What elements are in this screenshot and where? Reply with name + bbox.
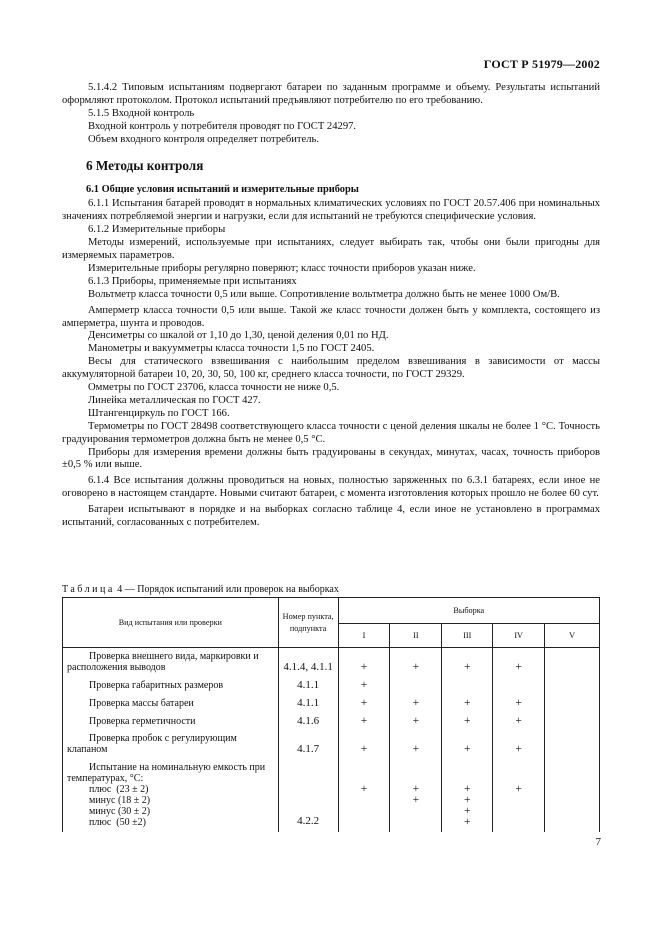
table-row [63, 648, 600, 674]
temp-line: плюс (23 ± 2) [89, 783, 149, 795]
row-name: Проверка габаритных размеров [63, 674, 279, 692]
paragraph-6-1-3-f: Омметры по ГОСТ 23706, класса точности не ниже 0,5. [88, 382, 340, 394]
sample-header-1: I [338, 624, 390, 648]
paragraph-6-1-2: 6.1.2 Измерительные приборы [88, 224, 226, 236]
row-number: 4.1.7 [278, 728, 338, 756]
paragraph-6-1-3-j: Приборы для измерения времени должны быть градуированы в секундах, минутах, часах, точность приборов ±0,5 % или выше. [62, 446, 600, 471]
row-sample-5 [545, 692, 600, 710]
row-sample-2: + [390, 728, 442, 756]
paragraph-6-1-2-a: Методы измерений, используемые при испытаниях, следует выбирать так, чтобы они были пригодны для измеряемых параметров. [62, 237, 600, 261]
row-sample-1: + [338, 674, 390, 692]
sample-header-4: IV [493, 624, 545, 648]
paragraph-5-1-5-b: Объем входного контроля определяет потребитель. [88, 133, 319, 145]
capacity-test-name: Испытание на номинальную емкость при температурах, °С: [67, 761, 266, 784]
temp-line: плюс (50 ±2) [89, 816, 146, 828]
paragraph-6-1-4-a: Батареи испытывают в порядке и на выборках согласно таблице 4, если иное не установлено в программах испытаний, согласованных с потребителем. [62, 504, 600, 529]
paragraph-5-1-5: 5.1.5 Входной контроль [88, 107, 195, 119]
table-4 [62, 597, 600, 832]
section-6-title: 6 Методы контроля [86, 157, 204, 173]
row-name: Проверка массы батареи [63, 692, 279, 710]
row-number: 4.1.1 [278, 692, 338, 710]
row-sample-1: + [338, 710, 390, 728]
column-header-sample: Выборка [338, 598, 599, 624]
paragraph-6-1-3-e: Весы для статического взвешивания с наибольшим пределом взвешивания в зависимости от массы аккумуляторной батареи 10, 20, 30, 50, 100 кг, среднего класса точности, по ГОСТ 29329. [62, 356, 600, 381]
paragraph-6-1-3-h: Штангенциркуль по ГОСТ 166. [88, 407, 230, 419]
row-sample-2: + + [390, 756, 442, 832]
table-4-caption [62, 584, 339, 595]
row-sample-2: + [390, 692, 442, 710]
row-sample-4 [493, 674, 545, 692]
row-sample-4: + [493, 756, 545, 832]
row-sample-2 [390, 674, 442, 692]
row-number: 4.1.6 [278, 710, 338, 728]
row-sample-3: + [442, 710, 493, 728]
row-sample-4: + [493, 692, 545, 710]
row-sample-1: + [338, 648, 390, 674]
row-sample-4: + [493, 648, 545, 674]
standard-code-header: ГОСТ Р 51979—2002 [483, 57, 600, 71]
row-number: 4.2.2 [278, 756, 338, 832]
row-sample-5 [545, 728, 600, 756]
paragraph-6-1-3-d: Манометры и вакуумметры класса точности 1,5 по ГОСТ 2405. [88, 343, 375, 355]
column-header-clause-number: Номер пункта, подпункта [278, 598, 338, 648]
temp-line: минус (18 ± 2) [89, 794, 151, 806]
row-sample-3: + [442, 692, 493, 710]
table-row-capacity [63, 756, 600, 832]
row-name: Проверка внешнего вида, маркировки и расположения выводов [63, 648, 279, 674]
row-sample-3 [442, 674, 493, 692]
row-sample-3: + [442, 648, 493, 674]
paragraph-5-1-5-a: Входной контроль у потребителя проводят по ГОСТ 24297. [88, 120, 357, 132]
row-name [63, 756, 279, 832]
row-sample-1: + [338, 692, 390, 710]
row-sample-5 [545, 756, 600, 832]
paragraph-6-1-3: 6.1.3 Приборы, применяемые при испытаниях [88, 275, 297, 287]
table-caption-word: Таблица [62, 584, 115, 595]
row-number: 4.1.4, 4.1.1 [278, 648, 338, 674]
sample-header-3: III [442, 624, 493, 648]
paragraph-6-1-3-g: Линейка металлическая по ГОСТ 427. [88, 394, 261, 406]
row-sample-1: + [338, 728, 390, 756]
row-sample-4: + [493, 728, 545, 756]
row-sample-2: + [390, 648, 442, 674]
page-number: 7 [595, 836, 601, 848]
paragraph-6-1-3-b: Амперметр класса точности 0,5 или выше. Такой же класс точности должен быть у комплекта, состоящего из амперметра, шунта и проводов. [62, 304, 600, 329]
temp-line: минус (30 ± 2) [89, 805, 151, 817]
row-name: Проверка герметичности [63, 710, 279, 728]
table-row [63, 710, 600, 728]
row-sample-5 [545, 648, 600, 674]
row-number: 4.1.1 [278, 674, 338, 692]
row-sample-2: + [390, 710, 442, 728]
sample-header-5: V [545, 624, 600, 648]
paragraph-6-1-4: 6.1.4 Все испытания должны проводиться на новых, полностью заряженных по 6.3.1 батареях, если иное не оговорено в настоящем стандарте. Новыми считают батареи, с момента изготовления которых прошло не более 60 сут. [62, 475, 600, 500]
table-caption-text: 4 — Порядок испытаний или проверок на выборках [114, 584, 339, 595]
row-sample-5 [545, 710, 600, 728]
row-sample-1: + [338, 756, 390, 832]
paragraph-6-1-3-c: Денсиметры со шкалой от 1,10 до 1,30, ценой деления 0,01 по НД. [88, 330, 389, 342]
row-name: Проверка пробок с регулирующим клапаном [63, 728, 279, 756]
paragraph-6-1-3-i: Термометры по ГОСТ 28498 соответствующего класса точности с ценой деления шкалы не более 1 °С. Точность градуирования термометров должна быть не менее 0,5 °С. [62, 420, 600, 445]
row-sample-3: + [442, 728, 493, 756]
paragraph-5-1-4-2: 5.1.4.2 Типовым испытаниям подвергают батареи по заданным программе и объему. Результаты испытаний оформляют протоколом. Протокол испытаний предъявляют потребителю по его требованию. [62, 82, 600, 106]
row-sample-5 [545, 674, 600, 692]
table-row [63, 674, 600, 692]
table-row [63, 692, 600, 710]
body-text [62, 82, 600, 530]
paragraph-6-1-2-b: Измерительные приборы регулярно поверяют; класс точности приборов указан ниже. [88, 262, 476, 274]
paragraph-6-1-3-a: Вольтметр класса точности 0,5 или выше. Сопротивление вольтметра должно быть не менее 1000 Ом/В. [88, 288, 560, 300]
section-6-1-title: 6.1 Общие условия испытаний и измерительные приборы [86, 184, 359, 196]
column-header-test-type: Вид испытания или проверки [63, 598, 279, 648]
row-sample-3: + + + + [442, 756, 493, 832]
sample-header-2: II [390, 624, 442, 648]
row-sample-4: + [493, 710, 545, 728]
paragraph-6-1-1: 6.1.1 Испытания батарей проводят в нормальных климатических условиях по ГОСТ 20.57.406 при номинальных значениях потребляемой энергии и нагрузки, если для испытаний не требуются специфические условия. [62, 198, 600, 223]
table-row [63, 728, 600, 756]
